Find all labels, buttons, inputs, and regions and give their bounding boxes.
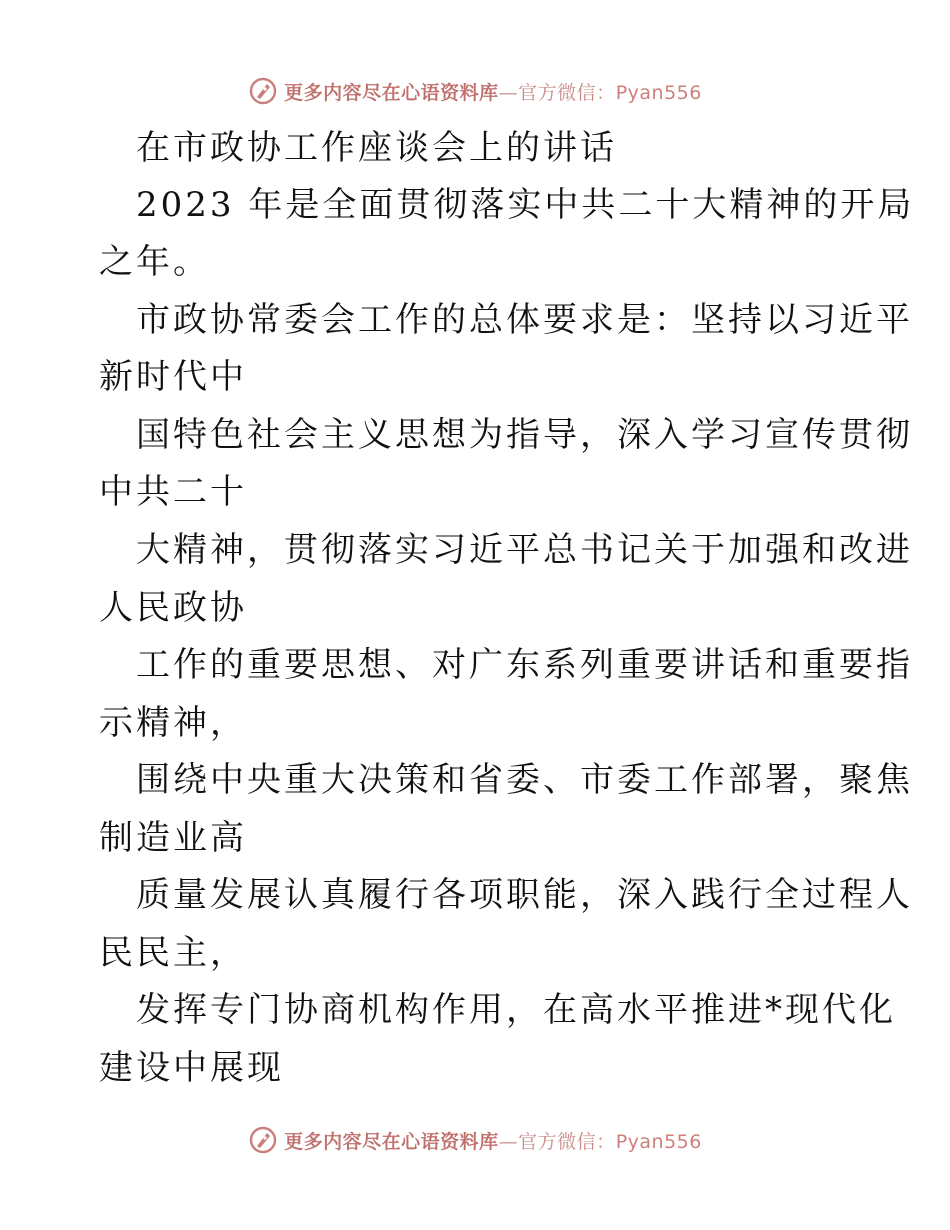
body-line-9: 工作的重要思想、对广东系列重要讲话和重要指: [136, 645, 913, 685]
body-line-15: 发挥专门协商机构作用，在高水平推进*现代化: [136, 990, 896, 1030]
body-line-12: 制造业高: [99, 818, 247, 858]
body-line-1: 2023 年是全面贯彻落实中共二十大精神的开局: [136, 185, 915, 225]
body-line-6: 中共二十: [99, 472, 247, 512]
watermark-separator: —: [498, 1130, 519, 1153]
body-line-16: 建设中展现: [99, 1048, 284, 1088]
body-line-5: 国特色社会主义思想为指导，深入学习宣传贯彻: [136, 415, 913, 455]
watermark-wechat: Pyan556: [615, 1130, 702, 1153]
watermark-text: [284, 78, 702, 105]
body-line-10: 示精神，: [99, 703, 247, 743]
body-line-2: 之年。: [99, 242, 210, 282]
pen-nib-circle-icon: [248, 1125, 278, 1155]
pen-nib-circle-icon: [248, 76, 278, 106]
body-line-4: 新时代中: [99, 357, 247, 397]
watermark-separator: —: [498, 81, 519, 104]
body-line-14: 民民主，: [99, 933, 247, 973]
body-line-3: 市政协常委会工作的总体要求是：坚持以习近平: [136, 300, 913, 340]
footer-watermark: [0, 1120, 950, 1160]
watermark-site: 更多内容尽在心语资料库: [284, 1130, 499, 1153]
header-watermark: [0, 71, 950, 111]
watermark-wechat: Pyan556: [615, 81, 702, 104]
watermark-text: [284, 1127, 702, 1154]
watermark-label: 官方微信：: [518, 1130, 616, 1153]
watermark-site: 更多内容尽在心语资料库: [284, 81, 499, 104]
body-line-7: 大精神，贯彻落实习近平总书记关于加强和改进: [136, 530, 913, 570]
watermark-label: 官方微信：: [518, 81, 616, 104]
document-title: 在市政协工作座谈会上的讲话: [136, 128, 617, 168]
body-line-8: 人民政协: [99, 588, 247, 628]
body-line-11: 围绕中央重大决策和省委、市委工作部署，聚焦: [136, 760, 913, 800]
body-line-13: 质量发展认真履行各项职能，深入践行全过程人: [136, 875, 913, 915]
